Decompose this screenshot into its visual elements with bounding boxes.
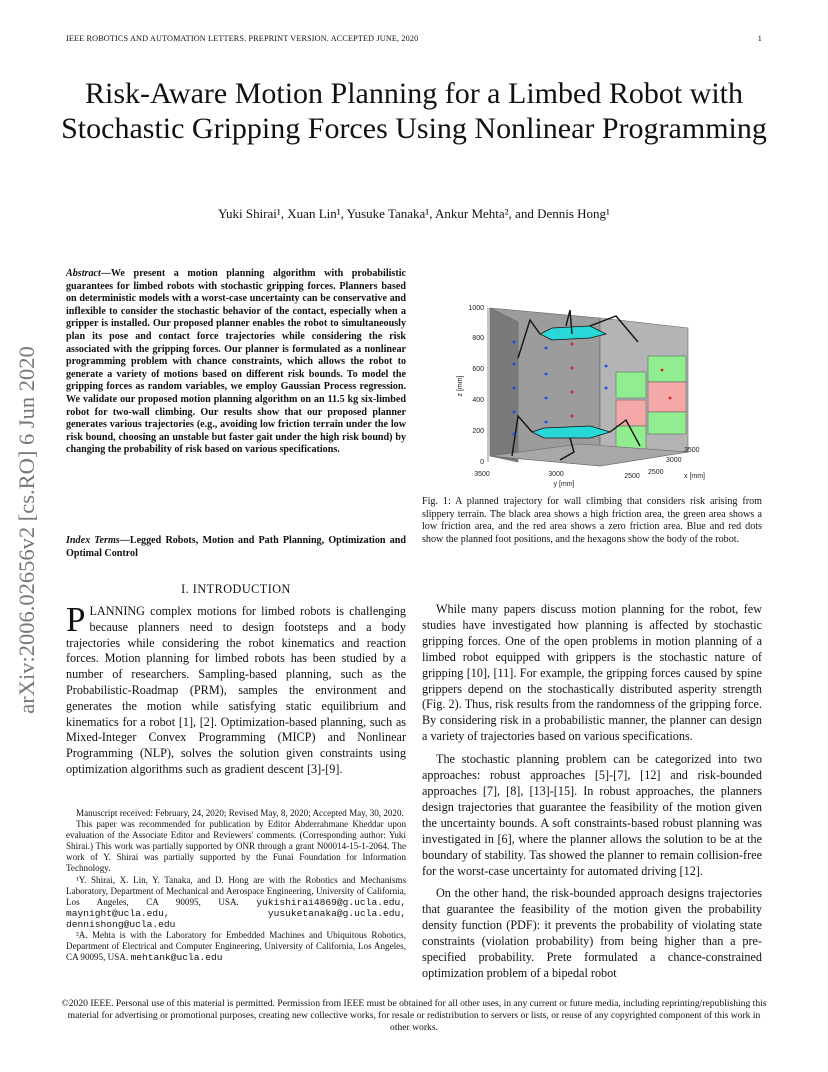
abstract-label: Abstract <box>66 268 101 279</box>
z-tick: 1000 <box>468 305 484 312</box>
abstract <box>66 268 406 457</box>
figure-caption: Fig. 1: A planned trajectory for wall climbing that considers risk arising from slippery terrain. The black area shows a high friction area, the green area shows a low friction area, and the red area shows a zero friction area. Blue and red dots show the planned foot positions, and the hexagons show the body of the robot. <box>422 496 762 546</box>
arxiv-id: arXiv:2006.02656v2 [cs.RO] 6 Jun 2020 <box>14 346 39 714</box>
paragraph: The stochastic planning problem can be categorized into two approaches: robust approaches [5]-[7], [12] and risk-bounded approaches [7], [8], [13]-[15]. In robust approaches, the planners design trajectories that guarantee the feasibility of the motion given the uncertainty bounds. A soft constraints-based robust planning was investigated in [6], where the planner allows the solution to be at the boundary of stability. Tas showed the planner to remain collision-free for the worst-case uncertainty for automated driving [12]. <box>422 752 762 878</box>
footnotes <box>66 808 406 963</box>
affiliation-1-emails: yukishirai4869@g.ucla.edu, maynight@ucla.edu, yusuketanaka@g.ucla.edu, dennishong@ucla.edu <box>66 896 406 930</box>
paper-title: Risk-Aware Motion Planning for a Limbed Robot with Stochastic Gripping Forces Using Nonlinear Programming <box>61 77 767 145</box>
paragraph: On the other hand, the risk-bounded approach designs trajectories that guarantee the feasibility of the motion given the probability density function (PDF): it prevents the probability of violating state constraints (violation probability) from being higher than a pre-specified probability. Prete formulated a chance-constrained optimization problem of a bipedal robot <box>422 886 762 980</box>
x-tick: 2500 <box>648 469 664 476</box>
affiliation-2-text: ²A. Mehta is with the Laboratory for Embedded Machines and Ubiquitous Robotics, Department of Electrical and Computer Engineering, University of California, Los Angeles, CA 90095, USA. <box>66 930 406 963</box>
x-tick: 3500 <box>684 447 700 454</box>
footnote-affiliation-2 <box>66 930 406 963</box>
z-tick: 400 <box>472 397 484 404</box>
low-friction-area <box>648 412 686 434</box>
affiliation-2-email: mehtank@ucla.edu <box>130 952 223 964</box>
x-axis-label: x [mm] <box>684 473 705 480</box>
zero-friction-area <box>616 400 646 426</box>
footnote-affiliation-1 <box>66 875 406 930</box>
footnote-recommended: This paper was recommended for publication by Editor Abderrahmane Kheddar upon evaluation of the Associate Editor and Reviewers' comments. (Corresponding author: Yuki Shirai.) This work was partially supported by ONR through a grant N00014-15-1-2064. The work of Y. Shirai was partially supported by the Funai Foundation for Information Technology. <box>66 819 406 874</box>
intro-first-word: LANNING <box>89 604 145 618</box>
copyright-notice: ©2020 IEEE. Personal use of this material is permitted. Permission from IEEE must be obtained for all other uses, in any current or future media, including reprinting/republishing this material for advertising or promotional purposes, creating new collective works, for resale or redistribution to servers or lists, or reuse of any copyrighted component of this work in other works. <box>61 998 767 1033</box>
running-header <box>66 34 762 43</box>
low-friction-area <box>648 356 686 382</box>
index-terms <box>66 535 406 560</box>
low-friction-area <box>616 372 646 398</box>
index-terms-label: Index Terms <box>66 535 120 546</box>
intro-text: complex motions for limbed robots is challenging because planners need to design footsteps and a body trajectories while considering the robot kinematics and reaction forces. Motion planning for limbed robots has been studied by a number of researchers. Sampling-based planning, such as the Probabilistic-Roadmap (PRM), samples the environment and generates the motion while satisfying static equilibrium and kinematics for a robot [1], [2]. Optimization-based planning, such as Mixed-Integer Convex Programming (MICP) and Nonlinear Programming (NLP), solves the solution given constraints using optimization algorithms such as gradient descent [3]-[9]. <box>66 604 406 776</box>
zero-friction-area <box>648 382 686 412</box>
page-number: 1 <box>757 34 762 43</box>
journal-header: IEEE ROBOTICS AND AUTOMATION LETTERS. PREPRINT VERSION. ACCEPTED JUNE, 2020 <box>66 34 419 43</box>
z-tick: 200 <box>472 428 484 435</box>
z-tick: 0 <box>480 459 484 466</box>
z-tick: 600 <box>472 366 484 373</box>
arxiv-stamp <box>14 296 40 764</box>
x-tick: 3000 <box>666 457 682 464</box>
wall-climbing-plot <box>440 296 770 492</box>
z-axis-label: z [mm] <box>457 375 464 397</box>
y-tick: 2500 <box>624 473 640 480</box>
abstract-text: —We present a motion planning algorithm with probabilistic guarantees for limbed robots with stochastic gripping forces. Planners based on deterministic models with a worst-case uncertainty can be conservative and inflexible to consider the stochastic behavior of the contact, especially when a gripper is installed. Our proposed planner enables the robot to simultaneously plan its pose and contact force trajectories while considering the risk associated with the gripping forces. Our planner is formulated as a nonlinear programming problem with chance constraints, which allows the robot to generate a variety of motions based on different risk bounds. To model the gripping forces as random variables, we employ Gaussian Process regression. We validate our proposed motion planning algorithm on an 11.5 kg six-limbed robot for two-wall climbing. Our results show that our proposed planner generates various trajectories (e.g., avoiding low friction terrain under the low risk bound, choosing an unstable but faster gait under the high risk bound) by changing the probability of risk based on various specifications. <box>66 268 406 456</box>
y-axis-label: y [mm] <box>553 481 575 488</box>
paragraph: While many papers discuss motion planning for the robot, few studies have investigated how planning is affected by stochastic gripping forces. One of the open problems in motion planning of a limbed robot equipped with grippers is the stochastic nature of gripping [10], [11]. For example, the gripping forces caused by spine grippers depend on the stochastically distributed asperity strength (Fig. 2). Thus, risk results from the randomness of the gripping force. By considering risk in a probabilistic manner, the planner can design a variety of trajectories based on various specifications. <box>422 602 762 744</box>
author-list: Yuki Shirai¹, Xuan Lin¹, Yusuke Tanaka¹, Ankur Mehta², and Dennis Hong¹ <box>218 206 610 221</box>
back-wall-shade <box>490 308 518 462</box>
affiliation-1-text: ¹Y. Shirai, X. Lin, Y. Tanaka, and D. Hong are with the Robotics and Mechanisms Laboratory, Department of Mechanical and Aerospace Engineering, University of California, Los Angeles, CA 90095, USA. <box>66 874 406 907</box>
footnote-received: Manuscript received: February, 24, 2020; Revised May, 8, 2020; Accepted May, 30, 2020. <box>76 808 404 818</box>
index-terms-text: —Legged Robots, Motion and Path Planning, Optimization and Optimal Control <box>66 535 406 559</box>
z-tick: 800 <box>472 335 484 342</box>
right-column-text <box>422 602 762 989</box>
section-title: I. INTRODUCTION <box>181 582 291 596</box>
figure-1 <box>440 296 770 492</box>
drop-cap: P <box>66 600 86 639</box>
intro-paragraph <box>66 600 406 778</box>
y-tick: 3000 <box>548 471 564 478</box>
y-tick: 3500 <box>474 471 490 478</box>
